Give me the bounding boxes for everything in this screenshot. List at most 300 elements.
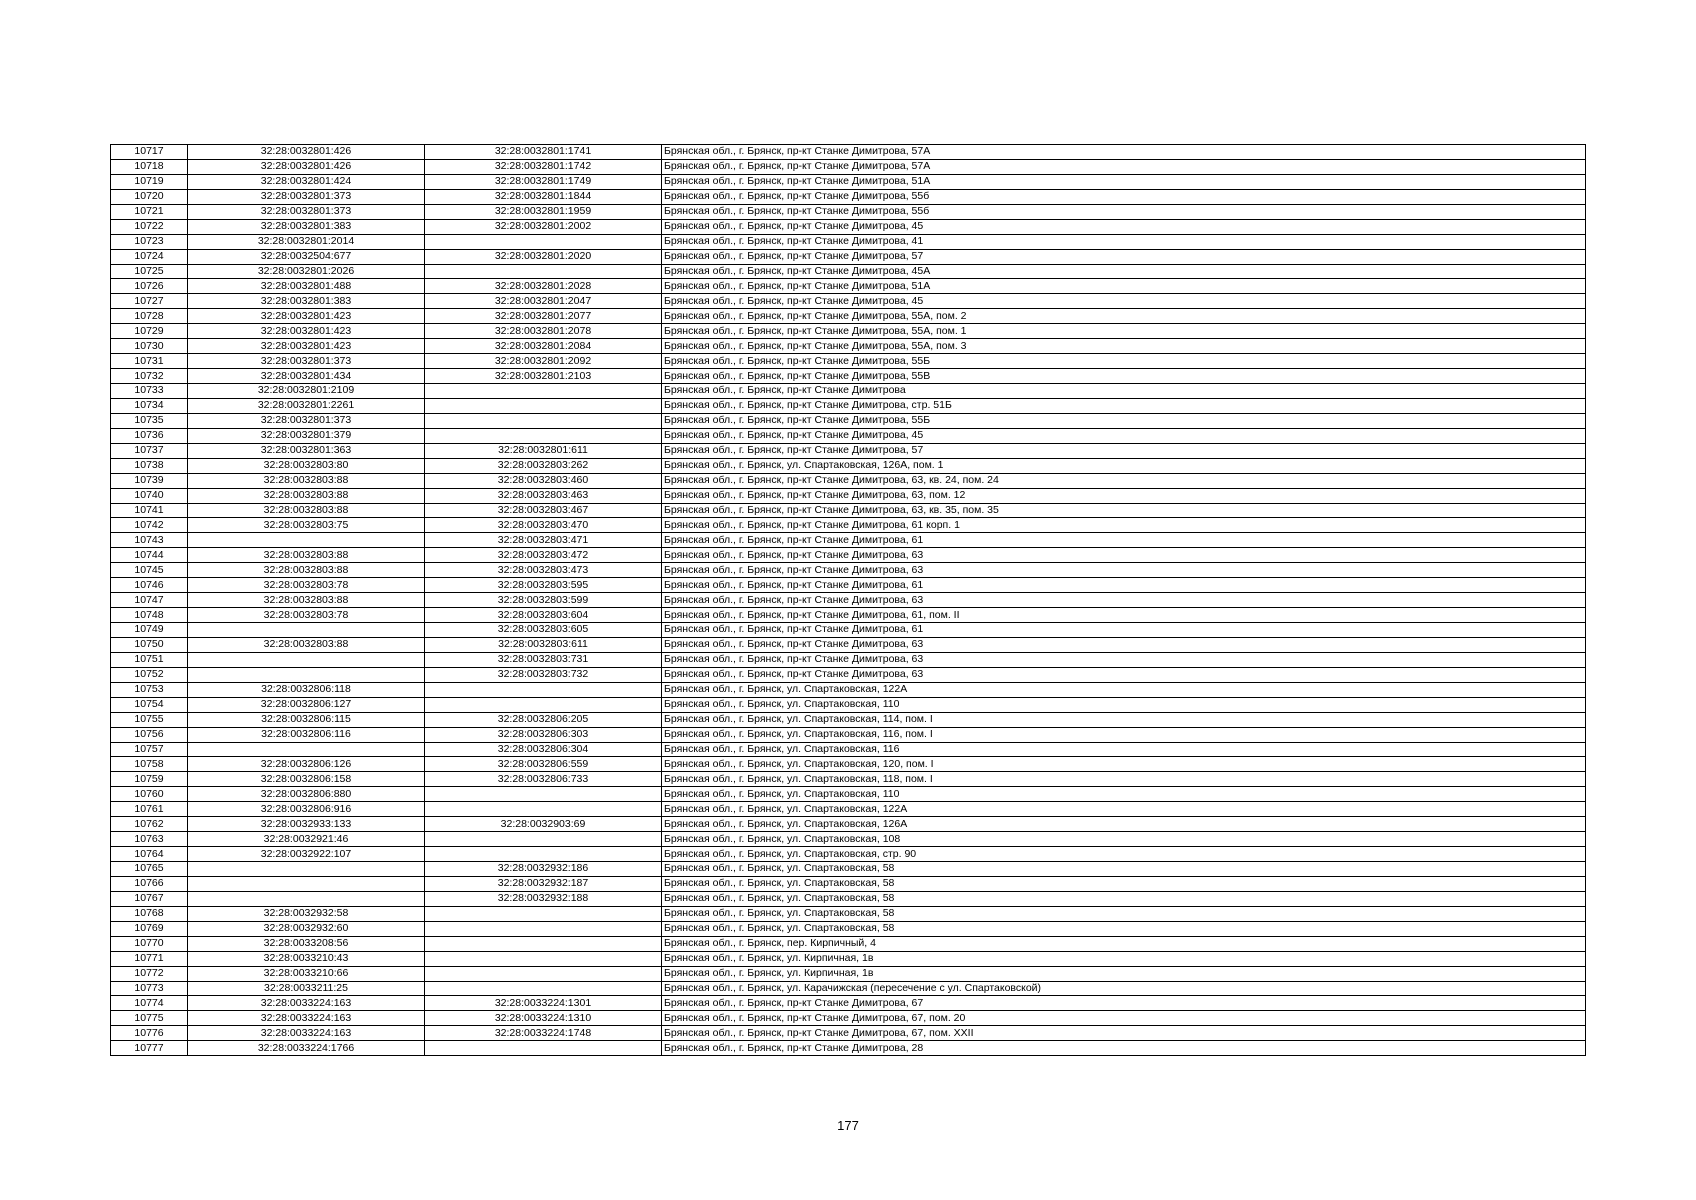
row-number-cell: 10722 (111, 219, 188, 234)
land-cadastral-cell: 32:28:0032801:373 (188, 189, 425, 204)
address-cell: Брянская обл., г. Брянск, пр-кт Станке Димитрова, 61 (662, 623, 1586, 638)
table-row (111, 742, 1586, 757)
row-number-cell: 10753 (111, 682, 188, 697)
land-cadastral-cell: 32:28:0032801:424 (188, 174, 425, 189)
table-row (111, 667, 1586, 682)
address-cell: Брянская обл., г. Брянск, пр-кт Станке Димитрова, 57 (662, 443, 1586, 458)
object-cadastral-cell: 32:28:0032803:605 (425, 623, 662, 638)
address-cell: Брянская обл., г. Брянск, ул. Спартаковская, 122А (662, 682, 1586, 697)
address-cell: Брянская обл., г. Брянск, пр-кт Станке Димитрова, 67 (662, 996, 1586, 1011)
table-row (111, 339, 1586, 354)
table-row (111, 189, 1586, 204)
land-cadastral-cell: 32:28:0033211:25 (188, 981, 425, 996)
address-cell: Брянская обл., г. Брянск, пр-кт Станке Димитрова, 55А, пом. 2 (662, 309, 1586, 324)
object-cadastral-cell: 32:28:0032803:467 (425, 503, 662, 518)
row-number-cell: 10736 (111, 428, 188, 443)
row-number-cell: 10733 (111, 384, 188, 399)
object-cadastral-cell: 32:28:0032801:2077 (425, 309, 662, 324)
object-cadastral-cell: 32:28:0033224:1301 (425, 996, 662, 1011)
land-cadastral-cell (188, 862, 425, 877)
land-cadastral-cell: 32:28:0032801:426 (188, 145, 425, 160)
row-number-cell: 10742 (111, 518, 188, 533)
object-cadastral-cell: 32:28:0032806:303 (425, 727, 662, 742)
row-number-cell: 10752 (111, 667, 188, 682)
object-cadastral-cell: 32:28:0032801:2092 (425, 354, 662, 369)
object-cadastral-cell (425, 234, 662, 249)
row-number-cell: 10723 (111, 234, 188, 249)
table-row (111, 966, 1586, 981)
address-cell: Брянская обл., г. Брянск, пр-кт Станке Димитрова, 61 (662, 578, 1586, 593)
row-number-cell: 10763 (111, 832, 188, 847)
table-row (111, 563, 1586, 578)
row-number-cell: 10756 (111, 727, 188, 742)
land-cadastral-cell: 32:28:0032801:488 (188, 279, 425, 294)
table-row (111, 174, 1586, 189)
table-row (111, 832, 1586, 847)
land-cadastral-cell: 32:28:0032803:78 (188, 578, 425, 593)
table-row (111, 593, 1586, 608)
table-row (111, 936, 1586, 951)
address-cell: Брянская обл., г. Брянск, пр-кт Станке Димитрова, 57А (662, 159, 1586, 174)
land-cadastral-cell: 32:28:0032922:107 (188, 847, 425, 862)
land-cadastral-cell: 32:28:0032801:2026 (188, 264, 425, 279)
address-cell: Брянская обл., г. Брянск, пр-кт Станке Димитрова, 61, пом. II (662, 608, 1586, 623)
object-cadastral-cell: 32:28:0032803:470 (425, 518, 662, 533)
land-cadastral-cell: 32:28:0032806:880 (188, 787, 425, 802)
land-cadastral-cell: 32:28:0032801:373 (188, 204, 425, 219)
table-row (111, 503, 1586, 518)
address-cell: Брянская обл., г. Брянск, ул. Спартаковская, 58 (662, 921, 1586, 936)
table-row (111, 145, 1586, 160)
address-cell: Брянская обл., г. Брянск, пр-кт Станке Димитрова, 63, пом. 12 (662, 488, 1586, 503)
row-number-cell: 10751 (111, 652, 188, 667)
address-cell: Брянская обл., г. Брянск, пр-кт Станке Димитрова, 45 (662, 294, 1586, 309)
object-cadastral-cell: 32:28:0032803:471 (425, 533, 662, 548)
page-number: 177 (837, 1118, 859, 1133)
address-cell: Брянская обл., г. Брянск, пр-кт Станке Димитрова, 63 (662, 563, 1586, 578)
row-number-cell: 10771 (111, 951, 188, 966)
table-row (111, 533, 1586, 548)
table-row (111, 981, 1586, 996)
row-number-cell: 10764 (111, 847, 188, 862)
row-number-cell: 10730 (111, 339, 188, 354)
object-cadastral-cell (425, 697, 662, 712)
table-row (111, 428, 1586, 443)
land-cadastral-cell: 32:28:0032806:158 (188, 772, 425, 787)
address-cell: Брянская обл., г. Брянск, пр-кт Станке Димитрова, 63 (662, 637, 1586, 652)
row-number-cell: 10775 (111, 1011, 188, 1026)
land-cadastral-cell: 32:28:0033210:43 (188, 951, 425, 966)
row-number-cell: 10755 (111, 712, 188, 727)
table-row (111, 682, 1586, 697)
table-row (111, 473, 1586, 488)
row-number-cell: 10740 (111, 488, 188, 503)
land-cadastral-cell (188, 876, 425, 891)
row-number-cell: 10739 (111, 473, 188, 488)
table-row (111, 204, 1586, 219)
object-cadastral-cell: 32:28:0032801:2078 (425, 324, 662, 339)
row-number-cell: 10737 (111, 443, 188, 458)
land-cadastral-cell: 32:28:0033224:163 (188, 996, 425, 1011)
address-cell: Брянская обл., г. Брянск, пр-кт Станке Димитрова, 67, пом. XXII (662, 1026, 1586, 1041)
row-number-cell: 10748 (111, 608, 188, 623)
row-number-cell: 10754 (111, 697, 188, 712)
row-number-cell: 10720 (111, 189, 188, 204)
object-cadastral-cell: 32:28:0032803:262 (425, 458, 662, 473)
row-number-cell: 10741 (111, 503, 188, 518)
land-cadastral-cell (188, 667, 425, 682)
address-cell: Брянская обл., г. Брянск, пр-кт Станке Димитрова, 61 корп. 1 (662, 518, 1586, 533)
row-number-cell: 10766 (111, 876, 188, 891)
object-cadastral-cell: 32:28:0032801:611 (425, 443, 662, 458)
address-cell: Брянская обл., г. Брянск, ул. Спартаковская, 116 (662, 742, 1586, 757)
object-cadastral-cell: 32:28:0032806:205 (425, 712, 662, 727)
row-number-cell: 10749 (111, 623, 188, 638)
table-row (111, 757, 1586, 772)
object-cadastral-cell: 32:28:0033224:1748 (425, 1026, 662, 1041)
row-number-cell: 10734 (111, 398, 188, 413)
table-row (111, 578, 1586, 593)
object-cadastral-cell (425, 906, 662, 921)
land-cadastral-cell: 32:28:0033224:163 (188, 1026, 425, 1041)
land-cadastral-cell: 32:28:0032806:126 (188, 757, 425, 772)
row-number-cell: 10746 (111, 578, 188, 593)
land-cadastral-cell: 32:28:0032803:88 (188, 473, 425, 488)
land-cadastral-cell: 32:28:0032801:423 (188, 324, 425, 339)
land-cadastral-cell: 32:28:0032801:379 (188, 428, 425, 443)
table-row (111, 787, 1586, 802)
address-cell: Брянская обл., г. Брянск, пр-кт Станке Димитрова, 45А (662, 264, 1586, 279)
object-cadastral-cell (425, 802, 662, 817)
table-row (111, 384, 1586, 399)
row-number-cell: 10738 (111, 458, 188, 473)
object-cadastral-cell (425, 787, 662, 802)
row-number-cell: 10762 (111, 817, 188, 832)
land-cadastral-cell: 32:28:0032803:88 (188, 563, 425, 578)
address-cell: Брянская обл., г. Брянск, ул. Спартаковская, 110 (662, 697, 1586, 712)
land-cadastral-cell: 32:28:0033210:66 (188, 966, 425, 981)
table-row (111, 369, 1586, 384)
land-cadastral-cell: 32:28:0032803:88 (188, 593, 425, 608)
row-number-cell: 10760 (111, 787, 188, 802)
object-cadastral-cell: 32:28:0032803:595 (425, 578, 662, 593)
row-number-cell: 10767 (111, 891, 188, 906)
table-row (111, 354, 1586, 369)
row-number-cell: 10729 (111, 324, 188, 339)
table-row (111, 891, 1586, 906)
row-number-cell: 10774 (111, 996, 188, 1011)
address-cell: Брянская обл., г. Брянск, пр-кт Станке Димитрова, 63, кв. 35, пом. 35 (662, 503, 1586, 518)
row-number-cell: 10759 (111, 772, 188, 787)
land-cadastral-cell: 32:28:0032801:2261 (188, 398, 425, 413)
object-cadastral-cell: 32:28:0032801:1749 (425, 174, 662, 189)
row-number-cell: 10717 (111, 145, 188, 160)
row-number-cell: 10732 (111, 369, 188, 384)
address-cell: Брянская обл., г. Брянск, пр-кт Станке Димитрова, 61 (662, 533, 1586, 548)
table-row (111, 413, 1586, 428)
object-cadastral-cell: 32:28:0032801:2103 (425, 369, 662, 384)
table-row (111, 294, 1586, 309)
row-number-cell: 10724 (111, 249, 188, 264)
land-cadastral-cell (188, 891, 425, 906)
table-row (111, 906, 1586, 921)
land-cadastral-cell (188, 623, 425, 638)
table-row (111, 623, 1586, 638)
row-number-cell: 10745 (111, 563, 188, 578)
address-cell: Брянская обл., г. Брянск, ул. Спартаковская, 126А, пом. 1 (662, 458, 1586, 473)
object-cadastral-cell: 32:28:0032801:2002 (425, 219, 662, 234)
land-cadastral-cell: 32:28:0032806:916 (188, 802, 425, 817)
land-cadastral-cell: 32:28:0033208:56 (188, 936, 425, 951)
land-cadastral-cell: 32:28:0032806:118 (188, 682, 425, 697)
row-number-cell: 10727 (111, 294, 188, 309)
row-number-cell: 10726 (111, 279, 188, 294)
land-cadastral-cell: 32:28:0032932:58 (188, 906, 425, 921)
address-cell: Брянская обл., г. Брянск, ул. Спартаковская, 58 (662, 891, 1586, 906)
land-cadastral-cell: 32:28:0032801:383 (188, 294, 425, 309)
object-cadastral-cell: 32:28:0032803:611 (425, 637, 662, 652)
table-row (111, 398, 1586, 413)
row-number-cell: 10718 (111, 159, 188, 174)
table-row (111, 1041, 1586, 1056)
land-cadastral-cell (188, 742, 425, 757)
address-cell: Брянская обл., г. Брянск, ул. Спартаковская, 114, пом. I (662, 712, 1586, 727)
object-cadastral-cell: 32:28:0032801:2020 (425, 249, 662, 264)
address-cell: Брянская обл., г. Брянск, пр-кт Станке Димитрова, 63, кв. 24, пом. 24 (662, 473, 1586, 488)
address-cell: Брянская обл., г. Брянск, пр-кт Станке Димитрова, 63 (662, 652, 1586, 667)
table-row (111, 921, 1586, 936)
table-row (111, 802, 1586, 817)
object-cadastral-cell: 32:28:0032803:473 (425, 563, 662, 578)
address-cell: Брянская обл., г. Брянск, ул. Кирпичная, 1в (662, 951, 1586, 966)
table-row (111, 458, 1586, 473)
table-row (111, 234, 1586, 249)
land-cadastral-cell: 32:28:0032803:88 (188, 503, 425, 518)
address-cell: Брянская обл., г. Брянск, пр-кт Станке Димитрова, 55б (662, 204, 1586, 219)
table-row (111, 637, 1586, 652)
address-cell: Брянская обл., г. Брянск, пр-кт Станке Димитрова, 55б (662, 189, 1586, 204)
row-number-cell: 10758 (111, 757, 188, 772)
land-cadastral-cell: 32:28:0032806:127 (188, 697, 425, 712)
land-cadastral-cell: 32:28:0032504:677 (188, 249, 425, 264)
land-cadastral-cell: 32:28:0033224:1766 (188, 1041, 425, 1056)
table-row (111, 608, 1586, 623)
object-cadastral-cell: 32:28:0032801:2028 (425, 279, 662, 294)
object-cadastral-cell (425, 936, 662, 951)
address-cell: Брянская обл., г. Брянск, пр-кт Станке Димитрова, 55В (662, 369, 1586, 384)
address-cell: Брянская обл., г. Брянск, пр-кт Станке Димитрова, 41 (662, 234, 1586, 249)
land-cadastral-cell: 32:28:0032801:434 (188, 369, 425, 384)
object-cadastral-cell (425, 398, 662, 413)
land-cadastral-cell: 32:28:0032801:2014 (188, 234, 425, 249)
row-number-cell: 10750 (111, 637, 188, 652)
row-number-cell: 10761 (111, 802, 188, 817)
table-row (111, 488, 1586, 503)
object-cadastral-cell: 32:28:0032806:304 (425, 742, 662, 757)
land-cadastral-cell: 32:28:0032921:46 (188, 832, 425, 847)
address-cell: Брянская обл., г. Брянск, ул. Спартаковская, 120, пом. I (662, 757, 1586, 772)
table-row (111, 712, 1586, 727)
land-cadastral-cell: 32:28:0033224:163 (188, 1011, 425, 1026)
address-cell: Брянская обл., г. Брянск, ул. Спартаковская, 108 (662, 832, 1586, 847)
object-cadastral-cell (425, 413, 662, 428)
object-cadastral-cell (425, 1041, 662, 1056)
table-row (111, 862, 1586, 877)
table-row (111, 548, 1586, 563)
address-cell: Брянская обл., г. Брянск, пер. Кирпичный, 4 (662, 936, 1586, 951)
address-cell: Брянская обл., г. Брянск, пр-кт Станке Димитрова (662, 384, 1586, 399)
address-cell: Брянская обл., г. Брянск, пр-кт Станке Димитрова, 57 (662, 249, 1586, 264)
object-cadastral-cell (425, 264, 662, 279)
address-cell: Брянская обл., г. Брянск, пр-кт Станке Димитрова, 63 (662, 548, 1586, 563)
table-row (111, 324, 1586, 339)
land-cadastral-cell: 32:28:0032932:60 (188, 921, 425, 936)
address-cell: Брянская обл., г. Брянск, пр-кт Станке Димитрова, 63 (662, 593, 1586, 608)
land-cadastral-cell: 32:28:0032803:88 (188, 488, 425, 503)
row-number-cell: 10768 (111, 906, 188, 921)
address-cell: Брянская обл., г. Брянск, ул. Спартаковская, 122А (662, 802, 1586, 817)
object-cadastral-cell (425, 384, 662, 399)
object-cadastral-cell: 32:28:0032801:1742 (425, 159, 662, 174)
table-row (111, 876, 1586, 891)
address-cell: Брянская обл., г. Брянск, пр-кт Станке Димитрова, 55А, пом. 3 (662, 339, 1586, 354)
address-cell: Брянская обл., г. Брянск, пр-кт Станке Димитрова, 67, пом. 20 (662, 1011, 1586, 1026)
object-cadastral-cell: 32:28:0033224:1310 (425, 1011, 662, 1026)
table-row (111, 279, 1586, 294)
row-number-cell: 10731 (111, 354, 188, 369)
address-cell: Брянская обл., г. Брянск, пр-кт Станке Димитрова, 51А (662, 174, 1586, 189)
object-cadastral-cell: 32:28:0032801:2084 (425, 339, 662, 354)
table-row (111, 249, 1586, 264)
object-cadastral-cell (425, 847, 662, 862)
address-cell: Брянская обл., г. Брянск, пр-кт Станке Димитрова, 28 (662, 1041, 1586, 1056)
table-row (111, 652, 1586, 667)
object-cadastral-cell: 32:28:0032803:599 (425, 593, 662, 608)
table-row (111, 518, 1586, 533)
address-cell: Брянская обл., г. Брянск, ул. Спартаковская, 110 (662, 787, 1586, 802)
land-cadastral-cell: 32:28:0032806:116 (188, 727, 425, 742)
land-cadastral-cell: 32:28:0032801:373 (188, 354, 425, 369)
address-cell: Брянская обл., г. Брянск, пр-кт Станке Димитрова, 51А (662, 279, 1586, 294)
table-row (111, 951, 1586, 966)
row-number-cell: 10757 (111, 742, 188, 757)
address-cell: Брянская обл., г. Брянск, ул. Спартаковская, 126А (662, 817, 1586, 832)
row-number-cell: 10772 (111, 966, 188, 981)
table-row (111, 1011, 1586, 1026)
object-cadastral-cell: 32:28:0032803:472 (425, 548, 662, 563)
object-cadastral-cell: 32:28:0032803:731 (425, 652, 662, 667)
row-number-cell: 10744 (111, 548, 188, 563)
table-row (111, 817, 1586, 832)
address-cell: Брянская обл., г. Брянск, пр-кт Станке Димитрова, 63 (662, 667, 1586, 682)
row-number-cell: 10765 (111, 862, 188, 877)
address-cell: Брянская обл., г. Брянск, ул. Спартаковская, 58 (662, 876, 1586, 891)
row-number-cell: 10721 (111, 204, 188, 219)
land-cadastral-cell: 32:28:0032806:115 (188, 712, 425, 727)
land-cadastral-cell (188, 652, 425, 667)
land-cadastral-cell: 32:28:0032801:426 (188, 159, 425, 174)
address-cell: Брянская обл., г. Брянск, ул. Спартаковская, 118, пом. I (662, 772, 1586, 787)
land-cadastral-cell (188, 533, 425, 548)
row-number-cell: 10773 (111, 981, 188, 996)
land-cadastral-cell: 32:28:0032803:78 (188, 608, 425, 623)
object-cadastral-cell: 32:28:0032801:2047 (425, 294, 662, 309)
land-cadastral-cell: 32:28:0032801:2109 (188, 384, 425, 399)
row-number-cell: 10747 (111, 593, 188, 608)
object-cadastral-cell: 32:28:0032801:1959 (425, 204, 662, 219)
table-row (111, 219, 1586, 234)
address-cell: Брянская обл., г. Брянск, ул. Кирпичная, 1в (662, 966, 1586, 981)
object-cadastral-cell: 32:28:0032803:732 (425, 667, 662, 682)
registry-table (110, 144, 1586, 1056)
object-cadastral-cell (425, 981, 662, 996)
row-number-cell: 10743 (111, 533, 188, 548)
land-cadastral-cell: 32:28:0032803:80 (188, 458, 425, 473)
object-cadastral-cell (425, 921, 662, 936)
table-row (111, 847, 1586, 862)
object-cadastral-cell (425, 682, 662, 697)
object-cadastral-cell: 32:28:0032806:733 (425, 772, 662, 787)
land-cadastral-cell: 32:28:0032803:88 (188, 548, 425, 563)
table-row (111, 159, 1586, 174)
object-cadastral-cell (425, 951, 662, 966)
object-cadastral-cell: 32:28:0032803:460 (425, 473, 662, 488)
table-row (111, 996, 1586, 1011)
address-cell: Брянская обл., г. Брянск, ул. Спартаковская, стр. 90 (662, 847, 1586, 862)
land-cadastral-cell: 32:28:0032801:423 (188, 339, 425, 354)
table-row (111, 727, 1586, 742)
address-cell: Брянская обл., г. Брянск, пр-кт Станке Димитрова, 55А, пом. 1 (662, 324, 1586, 339)
address-cell: Брянская обл., г. Брянск, ул. Спартаковская, 58 (662, 862, 1586, 877)
address-cell: Брянская обл., г. Брянск, пр-кт Станке Димитрова, 45 (662, 428, 1586, 443)
table-row (111, 264, 1586, 279)
object-cadastral-cell (425, 428, 662, 443)
land-cadastral-cell: 32:28:0032801:383 (188, 219, 425, 234)
object-cadastral-cell: 32:28:0032932:187 (425, 876, 662, 891)
row-number-cell: 10735 (111, 413, 188, 428)
land-cadastral-cell: 32:28:0032801:363 (188, 443, 425, 458)
row-number-cell: 10776 (111, 1026, 188, 1041)
address-cell: Брянская обл., г. Брянск, пр-кт Станке Димитрова, 45 (662, 219, 1586, 234)
address-cell: Брянская обл., г. Брянск, пр-кт Станке Димитрова, стр. 51Б (662, 398, 1586, 413)
row-number-cell: 10769 (111, 921, 188, 936)
row-number-cell: 10777 (111, 1041, 188, 1056)
address-cell: Брянская обл., г. Брянск, ул. Спартаковская, 58 (662, 906, 1586, 921)
object-cadastral-cell (425, 966, 662, 981)
table-row (111, 1026, 1586, 1041)
land-cadastral-cell: 32:28:0032803:88 (188, 637, 425, 652)
object-cadastral-cell: 32:28:0032932:188 (425, 891, 662, 906)
row-number-cell: 10719 (111, 174, 188, 189)
object-cadastral-cell (425, 832, 662, 847)
registry-table-body (111, 145, 1586, 1056)
row-number-cell: 10770 (111, 936, 188, 951)
object-cadastral-cell: 32:28:0032903:69 (425, 817, 662, 832)
row-number-cell: 10725 (111, 264, 188, 279)
table-row (111, 697, 1586, 712)
land-cadastral-cell: 32:28:0032933:133 (188, 817, 425, 832)
land-cadastral-cell: 32:28:0032801:373 (188, 413, 425, 428)
object-cadastral-cell: 32:28:0032803:463 (425, 488, 662, 503)
land-cadastral-cell: 32:28:0032803:75 (188, 518, 425, 533)
object-cadastral-cell: 32:28:0032801:1741 (425, 145, 662, 160)
address-cell: Брянская обл., г. Брянск, ул. Спартаковская, 116, пом. I (662, 727, 1586, 742)
table-row (111, 443, 1586, 458)
address-cell: Брянская обл., г. Брянск, пр-кт Станке Димитрова, 57А (662, 145, 1586, 160)
object-cadastral-cell: 32:28:0032801:1844 (425, 189, 662, 204)
address-cell: Брянская обл., г. Брянск, пр-кт Станке Димитрова, 55Б (662, 354, 1586, 369)
address-cell: Брянская обл., г. Брянск, пр-кт Станке Димитрова, 55Б (662, 413, 1586, 428)
